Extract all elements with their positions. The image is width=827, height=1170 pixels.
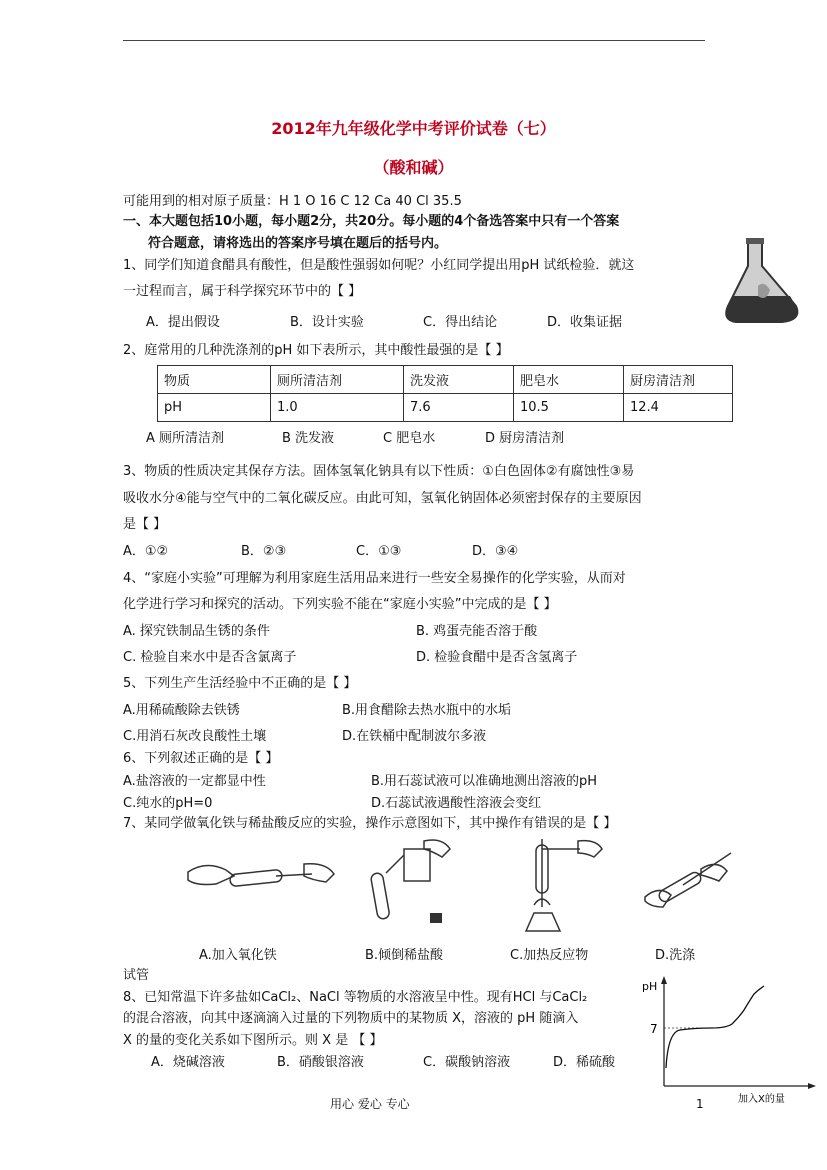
q6-option-b: B.用石蕊试液可以准确地测出溶液的pH	[371, 774, 598, 789]
q1-option-b: B．设计实验	[290, 315, 364, 330]
ph-curve-graph	[640, 972, 820, 1104]
table-cell: 物质	[158, 366, 271, 394]
q3-line2: 吸收水分④能与空气中的二氧化碳反应。由此可知，氢氧化钠固体必须密封保存的主要原因	[123, 491, 642, 506]
q7-caption-d: D.洗涤	[655, 948, 696, 963]
table-row	[158, 394, 733, 422]
q8-option-a: A．烧碱溶液	[151, 1055, 225, 1070]
q3-line1: 3、物质的性质决定其保存方法。固体氢氧化钠具有以下性质：①白色固体②有腐蚀性③易	[123, 464, 635, 479]
table-cell: 7.6	[404, 394, 514, 422]
q2-option-a: A 厕所清洁剂	[146, 431, 225, 446]
q2-stem: 2、庭常用的几种洗涤剂的pH 如下表所示，其中酸性最强的是【 】	[123, 343, 509, 358]
graph-x-label: 加入X的量	[738, 1094, 785, 1104]
table-cell: 1.0	[271, 394, 404, 422]
q2-option-b: B 洗发液	[282, 431, 335, 446]
q7-caption-c: C.加热反应物	[510, 948, 589, 963]
q3-option-d: D．③④	[472, 544, 519, 559]
section-instruction-1: 一、本大题包括10小题，每小题2分，共20分。每小题的4个备选答案中只有一个答案	[123, 214, 620, 229]
table-cell: 10.5	[514, 394, 624, 422]
q8-option-d: D．稀硫酸	[553, 1055, 616, 1070]
page-subtitle: （酸和碱）	[373, 158, 454, 177]
pouring-acid-illustration	[364, 835, 454, 925]
q3-option-c: C．①③	[356, 544, 402, 559]
q4-option-b: B. 鸡蛋壳能否溶于酸	[416, 624, 538, 639]
q7-stem: 7、某同学做氧化铁与稀盐酸反应的实验，操作示意图如下，其中操作有错误的是【 】	[123, 816, 617, 831]
q6-stem: 6、下列叙述正确的是【 】	[123, 751, 279, 766]
table-cell: 厕所清洁剂	[271, 366, 404, 394]
washing-tube-illustration	[643, 845, 738, 930]
q3-option-a: A．①②	[123, 544, 169, 559]
page-title: 2012年九年级化学中考评价试卷（七）	[271, 119, 556, 138]
heating-illustration	[520, 835, 605, 935]
q1-option-d: D．收集证据	[547, 315, 623, 330]
footer-text: 用心 爱心 专心	[330, 1097, 410, 1111]
q6-option-c: C.纯水的pH=0	[123, 796, 213, 811]
q3-option-b: B．②③	[241, 544, 287, 559]
q8-line2: 的混合溶液，向其中逐滴滴入过量的下列物质中的某物质 X，溶液的 pH 随滴入	[123, 1011, 579, 1026]
q4-option-c: C. 检验自来水中是否含氯离子	[123, 650, 297, 665]
q1-line2: 一过程而言，属于科学探究环节中的【 】	[123, 284, 362, 299]
y-axis-arrow	[661, 976, 667, 984]
q4-line1: 4、“家庭小实验”可理解为利用家庭生活用品来进行一些安全易操作的化学实验，从而对	[123, 571, 626, 586]
q2-option-c: C 肥皂水	[383, 431, 436, 446]
graph-y-label: pH	[642, 980, 658, 993]
table-cell: 肥皂水	[514, 366, 624, 394]
q5-stem: 5、下列生产生活经验中不正确的是【 】	[123, 676, 357, 691]
q8-line1: 8、已知常温下许多盐如CaCl₂、NaCl 等物质的水溶液呈中性。现有HCl 与CaCl₂	[123, 990, 588, 1005]
q5-option-c: C.用消石灰改良酸性土壤	[123, 729, 267, 744]
q7-caption-a: A.加入氧化铁	[199, 948, 277, 963]
q5-option-b: B.用食醋除去热水瓶中的水垢	[342, 703, 512, 718]
graph-tick-7: 7	[650, 1022, 658, 1036]
q7-caption-b: B.倾倒稀盐酸	[365, 948, 444, 963]
x-axis-arrow	[808, 1083, 816, 1089]
atomic-mass-line: 可能用到的相对原子质量：H 1 O 16 C 12 Ca 40 Cl 35.5	[123, 194, 462, 209]
q7-caption-cont: 试管	[123, 968, 150, 983]
q5-option-d: D.在铁桶中配制波尔多液	[342, 729, 487, 744]
q1-option-c: C．得出结论	[423, 315, 498, 330]
q1-line1: 1、同学们知道食醋具有酸性，但是酸性强弱如何呢？小红同学提出用pH 试纸检验．就这	[123, 258, 635, 273]
q6-option-a: A.盐溶液的一定都显中性	[123, 774, 266, 789]
ph-table	[157, 365, 733, 422]
header-rule	[123, 40, 705, 41]
flask-icon	[718, 236, 808, 328]
q4-option-a: A. 探究铁制品生锈的条件	[123, 624, 270, 639]
q8-option-c: C．碳酸钠溶液	[423, 1055, 511, 1070]
q8-line3: X 的量的变化关系如下图所示。则 X 是 【 】	[123, 1033, 383, 1048]
table-cell: 洗发液	[404, 366, 514, 394]
q1-option-a: A．提出假设	[146, 315, 220, 330]
ph-curve	[666, 986, 764, 1068]
q3-line3: 是【 】	[123, 517, 167, 532]
q6-option-d: D.石蕊试液遇酸性溶液会变红	[371, 796, 542, 811]
q5-option-a: A.用稀硫酸除去铁锈	[123, 703, 240, 718]
table-cell: 厨房清洁剂	[624, 366, 733, 394]
adding-solid-illustration	[186, 850, 336, 900]
section-instruction-2: 符合题意，请将选出的答案序号填在题后的括号内。	[148, 236, 448, 251]
page-number: 1	[696, 1097, 704, 1111]
q4-option-d: D. 检验食醋中是否含氢离子	[416, 650, 578, 665]
table-cell: pH	[158, 394, 271, 422]
table-row	[158, 366, 733, 394]
q8-option-b: B．硝酸银溶液	[277, 1055, 364, 1070]
q2-option-d: D 厨房清洁剂	[485, 431, 565, 446]
table-cell: 12.4	[624, 394, 733, 422]
q4-line2: 化学进行学习和探究的活动。下列实验不能在“家庭小实验”中完成的是【 】	[123, 597, 557, 612]
